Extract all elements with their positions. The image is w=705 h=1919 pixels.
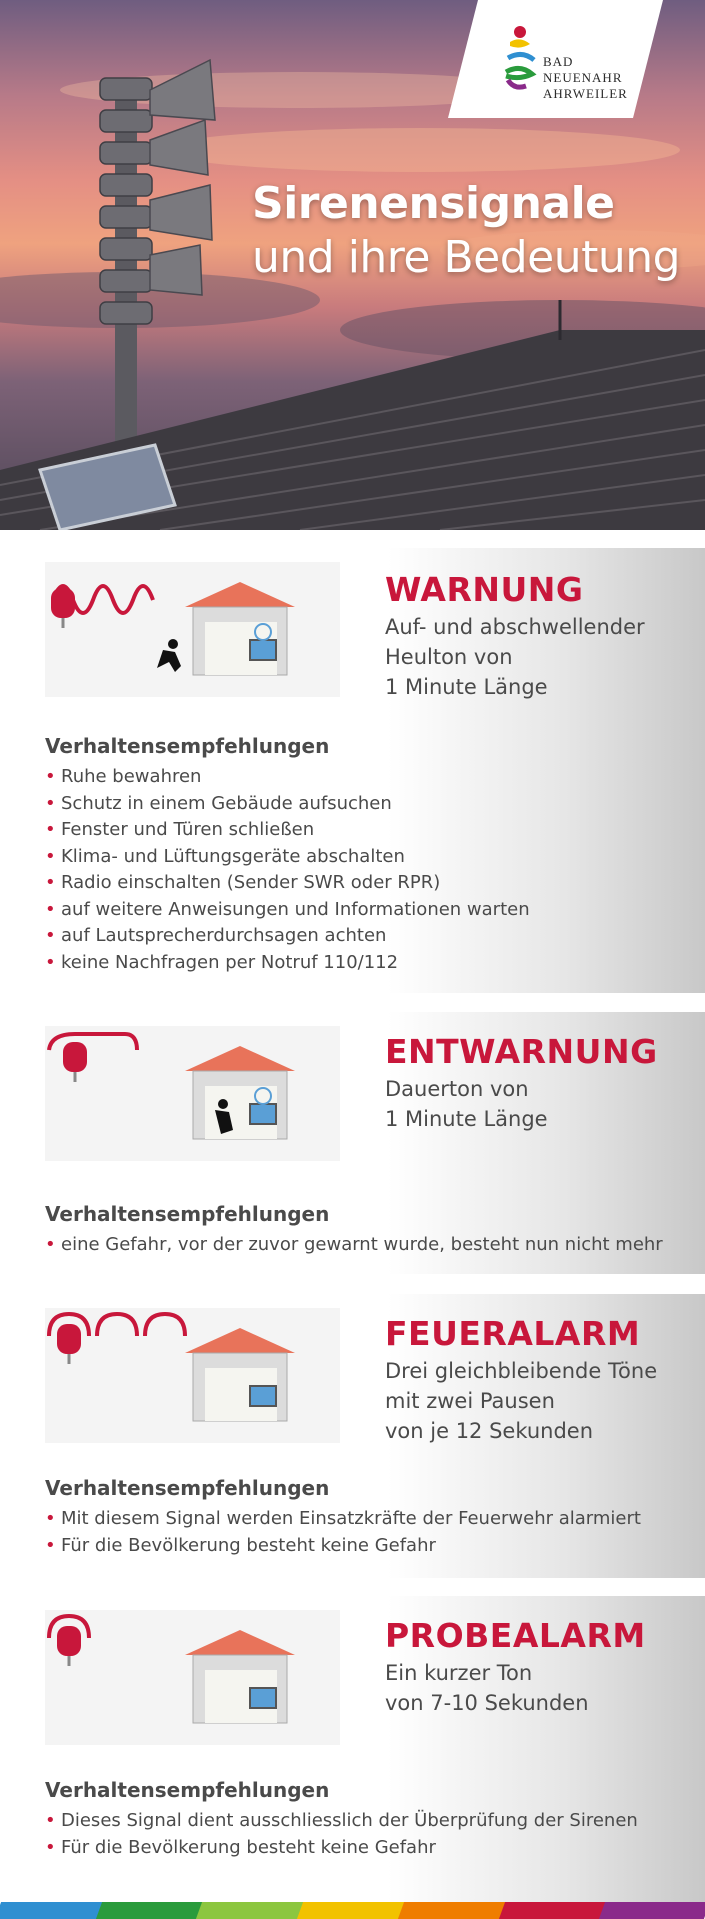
signal-description-probealarm — [385, 1658, 589, 1718]
city-logo — [448, 0, 663, 118]
signal-description-feueralarm — [385, 1356, 657, 1446]
signal-title-probealarm: PROBEALARM — [385, 1616, 646, 1655]
recommendations-heading: Verhaltensempfehlungen — [45, 734, 330, 758]
list-item: • Für die Bevölkerung besteht keine Gefahr — [45, 1533, 641, 1560]
recommendations-list — [45, 1506, 641, 1559]
brand-color-stripe — [0, 1902, 705, 1919]
list-item: • Mit diesem Signal werden Einsatzkräfte der Feuerwehr alarmiert — [45, 1506, 641, 1533]
list-item: • Schutz in einem Gebäude aufsuchen — [45, 791, 530, 818]
logo-line-2: NEUENAHR — [543, 70, 623, 85]
list-item: • keine Nachfragen per Notruf 110/112 — [45, 950, 530, 977]
recommendations-list — [45, 764, 530, 976]
signal-section-entwarnung — [0, 1012, 705, 1274]
description-line: von 7-10 Sekunden — [385, 1691, 589, 1715]
hero-title-line-1: Sirenensignale — [252, 178, 615, 229]
signal-title-feueralarm: FEUERALARM — [385, 1314, 641, 1353]
description-line: Auf- und abschwellender — [385, 615, 645, 639]
recommendations-heading: Verhaltensempfehlungen — [45, 1476, 330, 1500]
signal-section-feueralarm — [0, 1294, 705, 1578]
description-line: Drei gleichbleibende Töne — [385, 1359, 658, 1383]
list-item: • auf Lautsprecherdurchsagen achten — [45, 923, 530, 950]
recommendations-heading: Verhaltensempfehlungen — [45, 1202, 330, 1226]
logo-line-1: BAD — [543, 54, 574, 69]
hero-banner — [0, 0, 705, 530]
signal-title-warnung: WARNUNG — [385, 570, 584, 609]
recommendations-list — [45, 1808, 638, 1861]
list-item: • Fenster und Türen schließen — [45, 817, 530, 844]
list-item: • eine Gefahr, vor der zuvor gewarnt wurde, besteht nun nicht mehr — [45, 1232, 663, 1259]
list-item: • Klima- und Lüftungsgeräte abschalten — [45, 844, 530, 871]
description-line: Dauerton von — [385, 1077, 529, 1101]
logo-line-3: AHRWEILER — [543, 86, 628, 101]
description-line: Ein kurzer Ton — [385, 1661, 533, 1685]
list-item: • Ruhe bewahren — [45, 764, 530, 791]
description-line: von je 12 Sekunden — [385, 1419, 594, 1443]
signal-title-entwarnung: ENTWARNUNG — [385, 1032, 658, 1071]
description-line: mit zwei Pausen — [385, 1389, 555, 1413]
hero-title — [252, 178, 680, 286]
recommendations-list — [45, 1232, 663, 1259]
feueralarm-illustration — [45, 1308, 340, 1443]
signal-description-entwarnung — [385, 1074, 548, 1134]
description-line: Heulton von — [385, 645, 513, 669]
warnung-illustration — [45, 562, 340, 697]
list-item: • Radio einschalten (Sender SWR oder RPR) — [45, 870, 530, 897]
recommendations-heading: Verhaltensempfehlungen — [45, 1778, 330, 1802]
list-item: • Für die Bevölkerung besteht keine Gefahr — [45, 1835, 638, 1862]
signal-section-warnung — [0, 548, 705, 993]
signal-description-warnung — [385, 612, 645, 702]
description-line: 1 Minute Länge — [385, 675, 548, 699]
probealarm-illustration — [45, 1610, 340, 1745]
signal-section-probealarm — [0, 1596, 705, 1902]
hero-title-line-2: und ihre Bedeutung — [252, 232, 681, 283]
entwarnung-illustration — [45, 1026, 340, 1161]
list-item: • auf weitere Anweisungen und Informationen warten — [45, 897, 530, 924]
description-line: 1 Minute Länge — [385, 1107, 548, 1131]
list-item: • Dieses Signal dient ausschliesslich der Überprüfung der Sirenen — [45, 1808, 638, 1835]
